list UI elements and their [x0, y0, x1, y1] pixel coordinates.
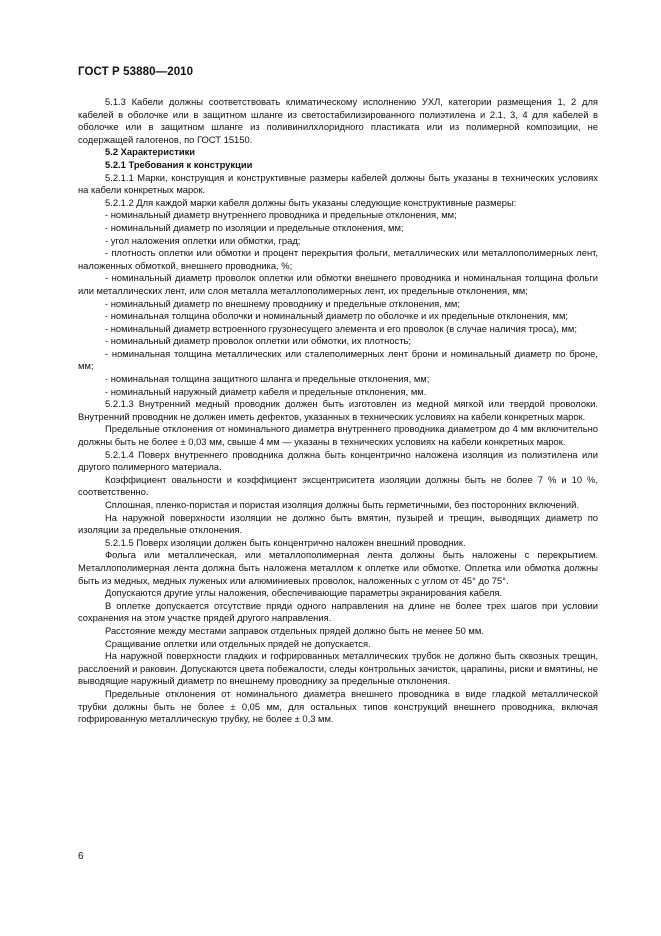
section-heading: 5.2.1 Требования к конструкции — [105, 158, 253, 170]
paragraph: - номинальная толщина металлических или сталеполимерных лент брони и номинальный диаметр по броне, мм; — [78, 347, 598, 372]
paragraph: В оплетке допускается отсутствие пряди одного направления на длине не более трех шагов при условии сохранения на этом участке прядей другого направления. — [78, 599, 598, 624]
paragraph: - номинальный диаметр проволок оплетки или обмотки внешнего проводника и номинальная толщина фольги или металлических лент, или слоя металла металлополимерных лент, их предельные отклонения, мм; — [78, 272, 598, 296]
paragraph: Расстояние между местами заправок отдельных прядей должно быть не менее 50 мм. — [105, 624, 484, 636]
paragraph: - номинальный диаметр встроенного грузонесущего элемента и его проволок (в случае наличия троса), мм; — [105, 322, 577, 334]
paragraph: Предельные отклонения от номинального диаметра внешнего проводника в виде гладкой металлической трубки должны быть не более ± 0,05 мм, для остальных типов конструкций внешнего проводника, включая гофрированную металлическую трубку, не более ± 0,3 мм. — [78, 687, 598, 725]
paragraph: Предельные отклонения от номинального диаметра внутреннего проводника диаметром до 4 мм включительно должны быть не более ± 0,03 мм, свыше 4 мм — указаны в технических условиях на кабели конкретных марок. — [78, 423, 598, 448]
standard-designation: ГОСТ Р 53880—2010 — [78, 66, 194, 78]
section-heading: 5.2 Характеристики — [105, 146, 196, 158]
paragraph: - номинальный диаметр проволок оплетки или обмотки, их плотность; — [105, 335, 412, 347]
paragraph: Коэффициент овальности и коэффициент эксцентриситета изоляции должны быть не более 7 % и 10 %, соответственно. — [78, 473, 598, 498]
paragraph: 5.2.1.5 Поверх изоляции должен быть концентрично наложен внешний проводник. — [105, 536, 466, 548]
paragraph: Сращивание оплетки или отдельных прядей не допускается. — [105, 637, 371, 649]
paragraph: - плотность оплетки или обмотки и процент перекрытия фольги, металлических или металлополимерных лент, наложенных обмоткой, внешнего проводника, %; — [78, 247, 598, 271]
paragraph: - номинальная толщина защитного шланга и предельные отклонения, мм; — [105, 373, 430, 385]
paragraph: - угол наложения оплетки или обмотки, град; — [105, 234, 301, 246]
paragraph: Фольга или металлическая, или металлополимерная лента должны быть наложены с перекрытием. Металлополимерная лента должна быть наложена металлом к оплетке или обмотке. Оплетка или обмотка должны быть из медных, медных луженых или алюминиевых проволок, наложенных с углом от 45° до 75°. — [78, 549, 598, 586]
document-body — [78, 96, 598, 726]
paragraph: - номинальный диаметр по изоляции и предельные отклонения, мм; — [105, 221, 404, 233]
paragraph: - номинальный диаметр по внешнему проводнику и предельные отклонения, мм; — [105, 297, 460, 309]
paragraph: На наружной поверхности гладких и гофрированных металлических трубок не должно быть сквозных трещин, расслоений и раковин. Допускаются цвета побежалости, следы контрольных зачисток, царапины, риски и вмятины, не выводящие наружный диаметр по внешнему проводнику за предельные отклонения. — [78, 650, 598, 687]
paragraph: 5.2.1.4 Поверх внутреннего проводника должна быть концентрично наложена изоляция из полиэтилена или другого полимерного материала. — [78, 448, 598, 473]
paragraph: Допускаются другие углы наложения, обеспечивающие параметры экранирования кабеля. — [105, 587, 503, 599]
page-number: 6 — [78, 851, 84, 862]
paragraph: - номинальный наружный диаметр кабеля и предельные отклонения, мм. — [105, 385, 427, 397]
paragraph: - номинальная толщина оболочки и номинальный диаметр по оболочке и их предельные отклонения, мм; — [105, 310, 569, 322]
paragraph: 5.2.1.2 Для каждой марки кабеля должны быть указаны следующие конструктивные размеры: — [105, 196, 517, 208]
paragraph: 5.1.3 Кабели должны соответствовать климатическому исполнению УХЛ, категории размещения 1, 2 для кабелей в оболочке или в защитном шланге из светостабилизированного полиэтилена и 2.1, 3, 4 для кабелей в оболочке или в защитном шланге из поливинилхлоридного пластиката или из полимерной композиции, не содержащей галогенов, по ГОСТ 15150. — [78, 96, 598, 145]
paragraph: - номинальный диаметр внутреннего проводника и предельные отклонения, мм; — [105, 209, 457, 221]
paragraph: 5.2.1.3 Внутренний медный проводник должен быть изготовлен из медной мягкой или твердой проволоки. Внутренний проводник не должен иметь дефектов, указанных в технических условиях на кабели конкретных марок. — [78, 398, 598, 422]
paragraph: Сплошная, пленко-пористая и пористая изоляция должны быть герметичными, без посторонних включений. — [105, 499, 579, 510]
paragraph: 5.2.1.1 Марки, конструкция и конструктивные размеры кабелей должны быть указаны в технических условиях на кабели конкретных марок. — [78, 171, 598, 196]
paragraph: На наружной поверхности изоляции не должно быть вмятин, пузырей и трещин, выводящих диаметр по изоляции за предельные отклонения. — [78, 511, 598, 536]
